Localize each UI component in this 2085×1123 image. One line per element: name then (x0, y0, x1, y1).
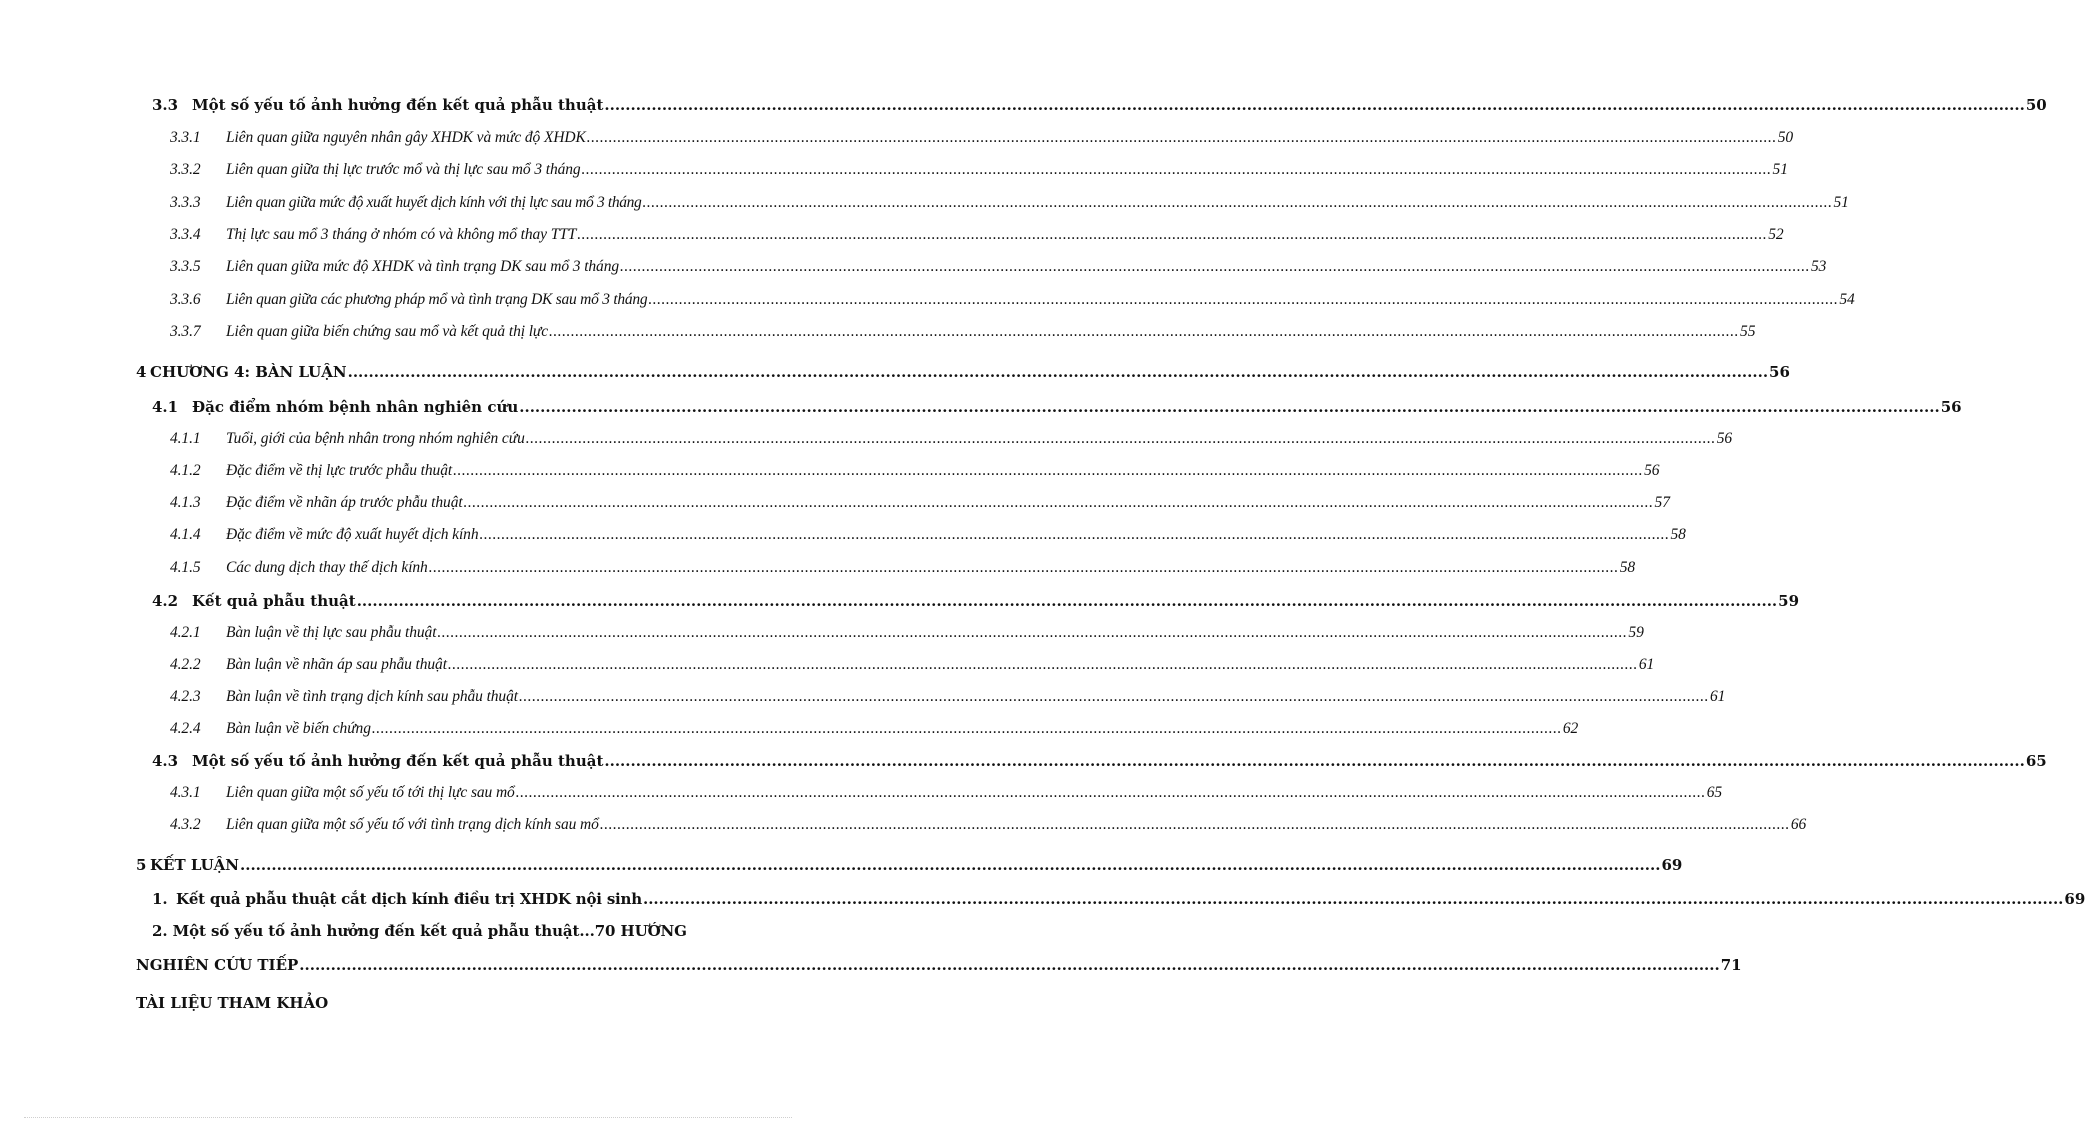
toc-entry-title: Một số yếu tố ảnh hưởng đến kết quả phẫu thuật (192, 96, 604, 114)
toc-entry-title: KẾT LUẬN (150, 856, 240, 874)
toc-entry[interactable] (170, 129, 1794, 147)
toc-leader-dots (516, 784, 1706, 802)
toc-entry[interactable] (170, 656, 1655, 674)
toc-entry-title: Bàn luận về tình trạng dịch kính sau phẫu thuật (226, 688, 518, 705)
toc-entry-title: Liên quan giữa một số yếu tố tới thị lực sau mổ (226, 784, 515, 801)
toc-entry[interactable] (170, 720, 1579, 738)
toc-chapter[interactable] (136, 856, 1683, 874)
toc-entry-title: Liên quan giữa nguyên nhân gây XHDK và mức độ XHDK (226, 129, 586, 146)
toc-entry-number: 4.2.2 (170, 656, 201, 673)
toc-chapter[interactable] (136, 363, 1790, 381)
toc-entry-number: 4.3 (152, 752, 179, 770)
toc-entry-number: 4.1 (152, 398, 179, 416)
toc-leader-dots (453, 462, 1643, 480)
toc-entry-title: Thị lực sau mổ 3 tháng ở nhóm có và không mổ thay TTT (226, 226, 577, 243)
toc-leader-dots (299, 956, 1719, 974)
toc-entry-title: Đặc điểm về mức độ xuất huyết dịch kính (226, 526, 479, 543)
toc-entry-title: Kết quả phẫu thuật cắt dịch kính điều trị XHDK nội sinh (176, 890, 642, 908)
toc-entry-number: 3.3.5 (170, 258, 201, 275)
toc-entry-page: 51 (1772, 161, 1788, 178)
toc-leader-dots (372, 720, 1562, 738)
toc-entry-title: Đặc điểm nhóm bệnh nhân nghiên cứu (192, 398, 519, 416)
toc-leader-dots (604, 752, 2024, 770)
toc-entry-title: Liên quan giữa mức độ XHDK và tình trạng DK sau mổ 3 tháng (226, 258, 620, 275)
toc-entry[interactable] (170, 526, 1686, 544)
toc-entry[interactable] (170, 559, 1636, 577)
toc-entry-page: 54 (1839, 291, 1855, 308)
toc-entry-number: 4.3.1 (170, 784, 201, 801)
toc-entry-page: 61 (1638, 656, 1655, 673)
toc-entry-title: Liên quan giữa biến chứng sau mổ và kết quả thị lực (226, 323, 549, 340)
toc-entry-title: Tuổi, giới của bệnh nhân trong nhóm nghiên cứu (226, 430, 525, 447)
toc-entry-page: 58 (1670, 526, 1686, 543)
toc-entry[interactable] (170, 258, 1827, 276)
toc-entry-title: Kết quả phẫu thuật (192, 592, 356, 610)
toc-entry-number: 4.2.1 (170, 624, 201, 641)
toc-entry-number: 3.3.6 (170, 291, 201, 308)
toc-entry[interactable] (170, 194, 1849, 212)
toc-entry-page: 71 (1720, 956, 1742, 974)
toc-entry[interactable] (170, 784, 1723, 802)
toc-entry-title: CHƯƠNG 4: BÀN LUẬN (150, 363, 347, 381)
toc-entry-number: 3.3.7 (170, 323, 201, 340)
toc-leader-dots (582, 161, 1772, 179)
toc-entry-page: 65 (2025, 752, 2047, 770)
toc-entry-page: 56 (1644, 462, 1660, 479)
toc-wrapped-entry-line1[interactable]: 2. Một số yếu tố ảnh hưởng đến kết quả phẫu thuật...70 HƯỚNG (152, 922, 687, 940)
toc-entry-page: 55 (1740, 323, 1756, 340)
toc-leader-dots (604, 96, 2024, 114)
toc-entry-page: 59 (1628, 624, 1644, 641)
toc-entry-page: 66 (1790, 816, 1807, 833)
toc-entry[interactable] (152, 890, 2085, 908)
toc-entry-page: 51 (1833, 194, 1849, 211)
toc-entry-number: 5 (136, 856, 147, 874)
toc-entry-page: 62 (1562, 720, 1579, 737)
toc-leader-dots (519, 688, 1709, 706)
toc-entry-number: 4.1.2 (170, 462, 201, 479)
toc-leader-dots (620, 258, 1810, 276)
toc-entry-number: 4.1.4 (170, 526, 201, 543)
toc-entry[interactable] (152, 752, 2047, 770)
references-heading[interactable]: TÀI LIỆU THAM KHẢO (136, 994, 329, 1012)
toc-leader-dots (600, 816, 1790, 834)
toc-leader-dots (526, 430, 1716, 448)
toc-entry-number: 3.3 (152, 96, 179, 114)
toc-entry-page: 52 (1768, 226, 1784, 243)
toc-entry-title: Các dung dịch thay thế dịch kính (226, 559, 428, 576)
toc-entry-number: 4.1.1 (170, 430, 201, 447)
toc-entry-number: 4.3.2 (170, 816, 201, 833)
toc-entry-page: 53 (1811, 258, 1827, 275)
toc-leader-dots (240, 856, 1660, 874)
toc-leader-dots (464, 494, 1654, 512)
toc-entry-page: 65 (1706, 784, 1723, 801)
toc-entry-page: 56 (1716, 430, 1733, 447)
toc-entry-number: 3.3.3 (170, 194, 201, 211)
toc-entry-page: 59 (1778, 592, 1800, 610)
toc-leader-dots (587, 129, 1777, 147)
toc-entry-title: Liên quan giữa các phương pháp mổ và tình trạng DK sau mổ 3 tháng (226, 291, 648, 308)
toc-leader-dots (357, 592, 1777, 610)
toc-entry-title: Bàn luận về nhãn áp sau phẫu thuật (226, 656, 447, 673)
toc-entry-page: 69 (2064, 890, 2085, 908)
toc-entry-number: 4.1.3 (170, 494, 201, 511)
toc-entry[interactable] (170, 624, 1644, 642)
toc-entry-page: 50 (2025, 96, 2047, 114)
toc-entry[interactable] (170, 291, 1855, 309)
toc-entry-title: Bàn luận về thị lực sau phẫu thuật (226, 624, 437, 641)
toc-leader-dots (549, 323, 1739, 341)
toc-entry-page: 61 (1709, 688, 1726, 705)
toc-entry[interactable] (170, 161, 1788, 179)
toc-leader-dots (642, 194, 1832, 212)
toc-entry[interactable] (170, 816, 1807, 834)
toc-entry-page: 57 (1654, 494, 1670, 511)
toc-entry-title: Đặc điểm về nhãn áp trước phẫu thuật (226, 494, 463, 511)
toc-entry[interactable] (136, 956, 1742, 974)
toc-entry[interactable] (152, 96, 2047, 114)
toc-entry-number: 4.2.3 (170, 688, 201, 705)
toc-entry[interactable] (170, 226, 1784, 244)
toc-entry-title: Liên quan giữa một số yếu tố với tình trạng dịch kính sau mổ (226, 816, 599, 833)
toc-leader-dots (479, 526, 1669, 544)
toc-leader-dots (348, 363, 1768, 381)
toc-entry-number: 4.2.4 (170, 720, 201, 737)
toc-entry-page: 50 (1777, 129, 1794, 146)
toc-entry-title: Liên quan giữa thị lực trước mổ và thị lực sau mổ 3 tháng (226, 161, 581, 178)
toc-entry-number: 3.3.1 (170, 129, 201, 146)
toc-entry-title: Một số yếu tố ảnh hưởng đến kết quả phẫu thuật (192, 752, 604, 770)
toc-entry-page: 58 (1619, 559, 1636, 576)
toc-entry[interactable] (170, 462, 1660, 480)
toc-entry-number: 4 (136, 363, 147, 381)
toc-leader-dots (519, 398, 1939, 416)
toc-entry-title: Bàn luận về biến chứng (226, 720, 371, 737)
toc-entry-number: 1. (152, 890, 168, 908)
toc-entry-title: Liên quan giữa mức độ xuất huyết dịch kính với thị lực sau mổ 3 tháng (226, 194, 642, 211)
toc-entry-page: 56 (1940, 398, 1962, 416)
page-bottom-border (24, 1117, 792, 1118)
toc-entry[interactable] (170, 494, 1670, 512)
toc-leader-dots (448, 656, 1638, 674)
toc-entry-page: 69 (1661, 856, 1683, 874)
toc-entry-number: 3.3.2 (170, 161, 201, 178)
toc-entry-number: 4.1.5 (170, 559, 201, 576)
toc-entry[interactable] (170, 688, 1726, 706)
toc-entry[interactable] (170, 323, 1756, 341)
toc-entry[interactable] (170, 430, 1733, 448)
toc-entry[interactable] (152, 398, 1962, 416)
toc-entry-number: 3.3.4 (170, 226, 201, 243)
toc-entry[interactable] (152, 592, 1800, 610)
toc-leader-dots (648, 291, 1838, 309)
toc-leader-dots (643, 890, 2063, 908)
toc-leader-dots (429, 559, 1619, 577)
toc-leader-dots (437, 624, 1627, 642)
toc-leader-dots (577, 226, 1767, 244)
toc-entry-title: Đặc điểm về thị lực trước phẫu thuật (226, 462, 453, 479)
toc-entry-number: 4.2 (152, 592, 179, 610)
toc-entry-page: 56 (1769, 363, 1790, 381)
toc-entry-title: NGHIÊN CỨU TIẾP (136, 956, 299, 974)
